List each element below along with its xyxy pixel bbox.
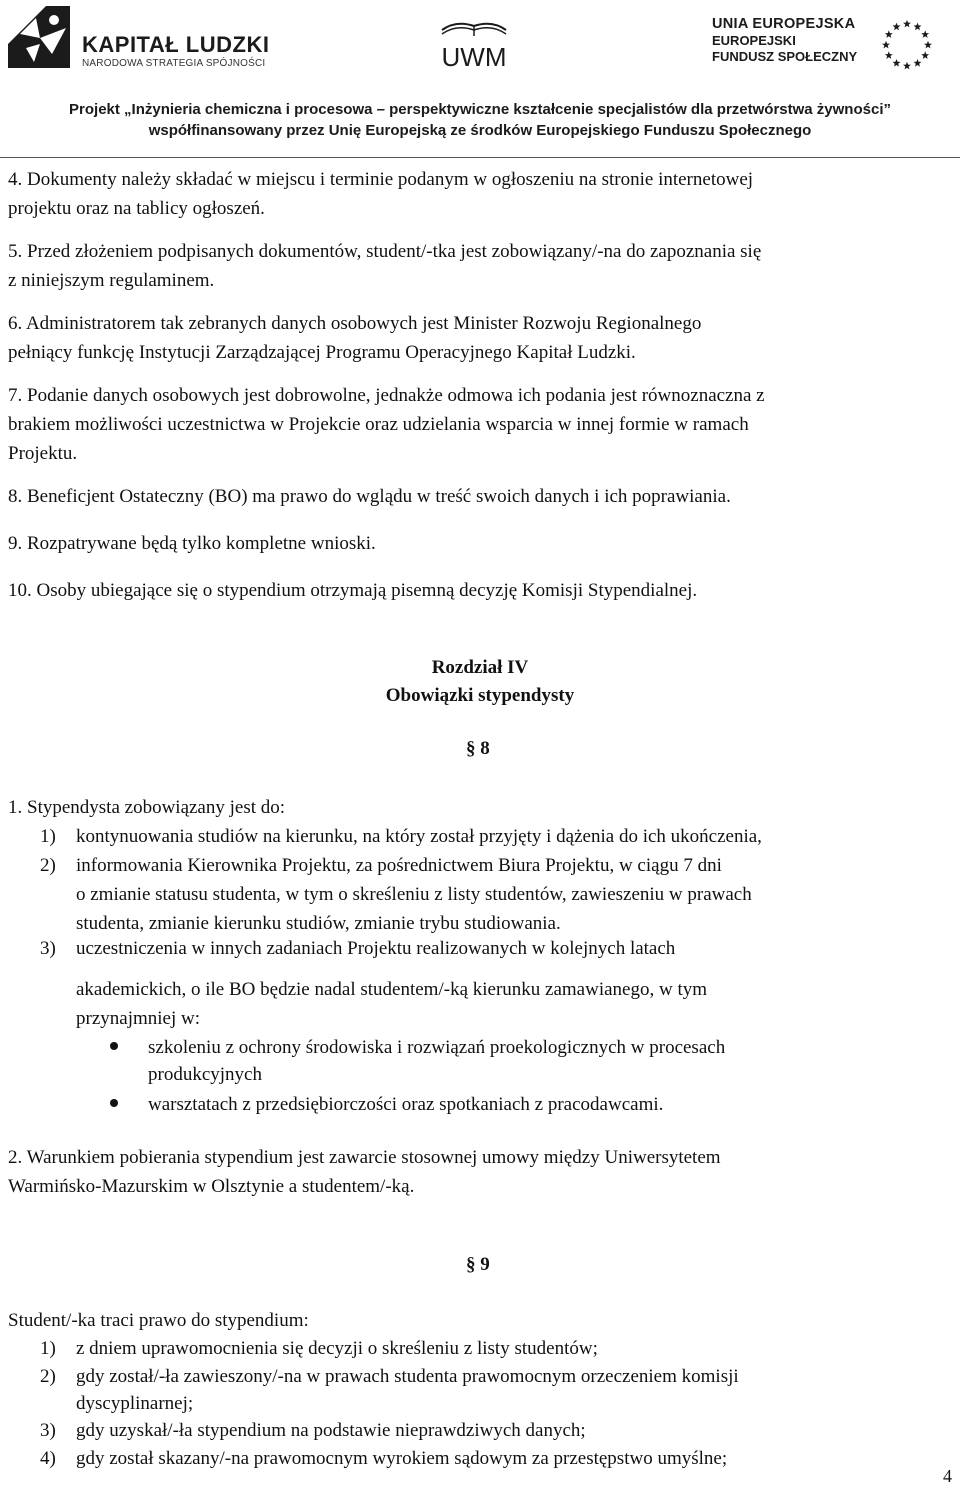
s8-item-2-line-3: studenta, zmianie kierunku studiów, zmianie trybu studiowania. [76, 913, 561, 934]
s8-point-2-line-1: 2. Warunkiem pobierania stypendium jest zawarcie stosownej umowy między Uniwersytetem [8, 1147, 721, 1168]
s9-item-3-number: 3) [40, 1420, 56, 1441]
kapital-ludzki-title: KAPITAŁ LUDZKI [82, 32, 270, 57]
project-cofinancing-line: współfinansowany przez Unię Europejską ze środków Europejskiego Funduszu Społecznego [148, 122, 812, 139]
point-7-line-1: 7. Podanie danych osobowych jest dobrowolne, jednakże odmowa ich podania jest równoznaczna z [8, 385, 765, 406]
kapital-ludzki-subtitle: NARODOWA STRATEGIA SPÓJNOŚCI [82, 58, 266, 69]
uwm-crest-icon [436, 12, 512, 74]
point-7-line-3: Projektu. [8, 443, 78, 464]
point-10-line: 10. Osoby ubiegające się o stypendium otrzymają pisemną decyzję Komisji Stypendialnej. [8, 580, 698, 601]
s8-item-2-number: 2) [40, 855, 56, 876]
s9-item-2-line-2: dyscyplinarnej; [76, 1393, 194, 1414]
ue-line3: FUNDUSZ SPOŁECZNY [712, 49, 858, 64]
page-number: 4 [943, 1466, 952, 1486]
chapter-title: Rozdział IV [431, 657, 529, 678]
point-5-line-1: 5. Przed złożeniem podpisanych dokumentów, student/-tka jest zobowiązany/-na do zapoznania się [8, 241, 762, 262]
point-6-line-2: pełniący funkcję Instytucji Zarządzającej Programu Operacyjnego Kapitał Ludzki. [8, 342, 636, 363]
project-title-line: Projekt „Inżynieria chemiczna i procesowa – perspektywiczne kształcenie specjalistów dla przetwórstwa żywności” [69, 101, 891, 118]
s9-item-1-number: 1) [40, 1338, 56, 1359]
uwm-logo [436, 12, 512, 74]
s9-item-3-line-1: gdy uzyskał/-ła stypendium na podstawie nieprawdziwych danych; [76, 1420, 586, 1441]
point-6-line-1: 6. Administratorem tak zebranych danych osobowych jest Minister Rozwoju Regionalnego [8, 313, 702, 334]
eu-logo [712, 16, 956, 76]
paragraph-8-heading: § 8 [466, 738, 490, 759]
s8-item-2-line-1: informowania Kierownika Projektu, za pośrednictwem Biura Projektu, w ciągu 7 dni [76, 855, 722, 876]
paragraph-9-heading: § 9 [466, 1254, 490, 1275]
s8-item-3-number: 3) [40, 938, 56, 959]
s8-item-2-line-2: o zmianie statusu studenta, w tym o skreśleniu z listy studentów, zawieszeniu w prawach [76, 884, 752, 905]
point-8-line: 8. Beneficjent Ostateczny (BO) ma prawo do wglądu w treść swoich danych i ich poprawiania. [8, 486, 731, 507]
bullet-icon [110, 1042, 118, 1050]
s8-point-2-line-2: Warmińsko-Mazurskim w Olsztynie a studentem/-ką. [8, 1176, 415, 1197]
kapital-ludzki-emblem-icon [6, 4, 76, 70]
point-7-line-2: brakiem możliwości uczestnictwa w Projekcie oraz udzielania wsparcia w innej formie w ramach [8, 414, 749, 435]
chapter-subtitle: Obowiązki stypendysty [385, 685, 575, 706]
s8-item-3-line-3: przynajmniej w: [76, 1008, 200, 1029]
point-4-line-2: projektu oraz na tablicy ogłoszeń. [8, 198, 265, 219]
s9-item-2-number: 2) [40, 1366, 56, 1387]
s8-item-3-line-2: akademickich, o ile BO będzie nadal studentem/-ką kierunku zamawianego, w tym [76, 979, 708, 1000]
s9-item-4-line-1: gdy został skazany/-na prawomocnym wyrokiem sądowym za przestępstwo umyślne; [76, 1448, 728, 1469]
s9-item-2-line-1: gdy został/-ła zawieszony/-na w prawach studenta prawomocnym orzeczeniem komisji [76, 1366, 739, 1387]
bullet-icon [110, 1099, 118, 1107]
uwm-logo-text: UWM [441, 42, 507, 72]
s8-bullet-1-line-1: szkoleniu z ochrony środowiska i rozwiązań proekologicznych w procesach [148, 1037, 726, 1058]
point-9-line: 9. Rozpatrywane będą tylko kompletne wnioski. [8, 533, 376, 554]
s9-item-1-line-1: z dniem uprawomocnienia się decyzji o skreśleniu z listy studentów; [76, 1338, 598, 1359]
point-4-line-1: 4. Dokumenty należy składać w miejscu i terminie podanym w ogłoszeniu na stronie internetowej [8, 169, 754, 190]
s8-bullet-2-line-1: warsztatach z przedsiębiorczości oraz spotkaniach z pracodawcami. [148, 1094, 664, 1115]
eu-flag-icon [860, 16, 954, 74]
kapital-ludzki-logo [6, 4, 306, 70]
ue-line1: UNIA EUROPEJSKA [712, 16, 856, 32]
header-divider [0, 157, 960, 158]
s8-item-1-line-1: kontynuowania studiów na kierunku, na który został przyjęty i dążenia do ich ukończenia, [76, 826, 762, 847]
ue-line2: EUROPEJSKI [712, 33, 796, 48]
s8-item-1-number: 1) [40, 826, 56, 847]
point-5-line-2: z niniejszym regulaminem. [8, 270, 215, 291]
s9-item-4-number: 4) [40, 1448, 56, 1469]
s9-intro: Student/-ka traci prawo do stypendium: [8, 1310, 309, 1331]
s8-item-3-line-1: uczestniczenia w innych zadaniach Projektu realizowanych w kolejnych latach [76, 938, 676, 959]
s8-bullet-1-line-2: produkcyjnych [148, 1064, 262, 1085]
s8-intro: 1. Stypendysta zobowiązany jest do: [8, 797, 286, 818]
